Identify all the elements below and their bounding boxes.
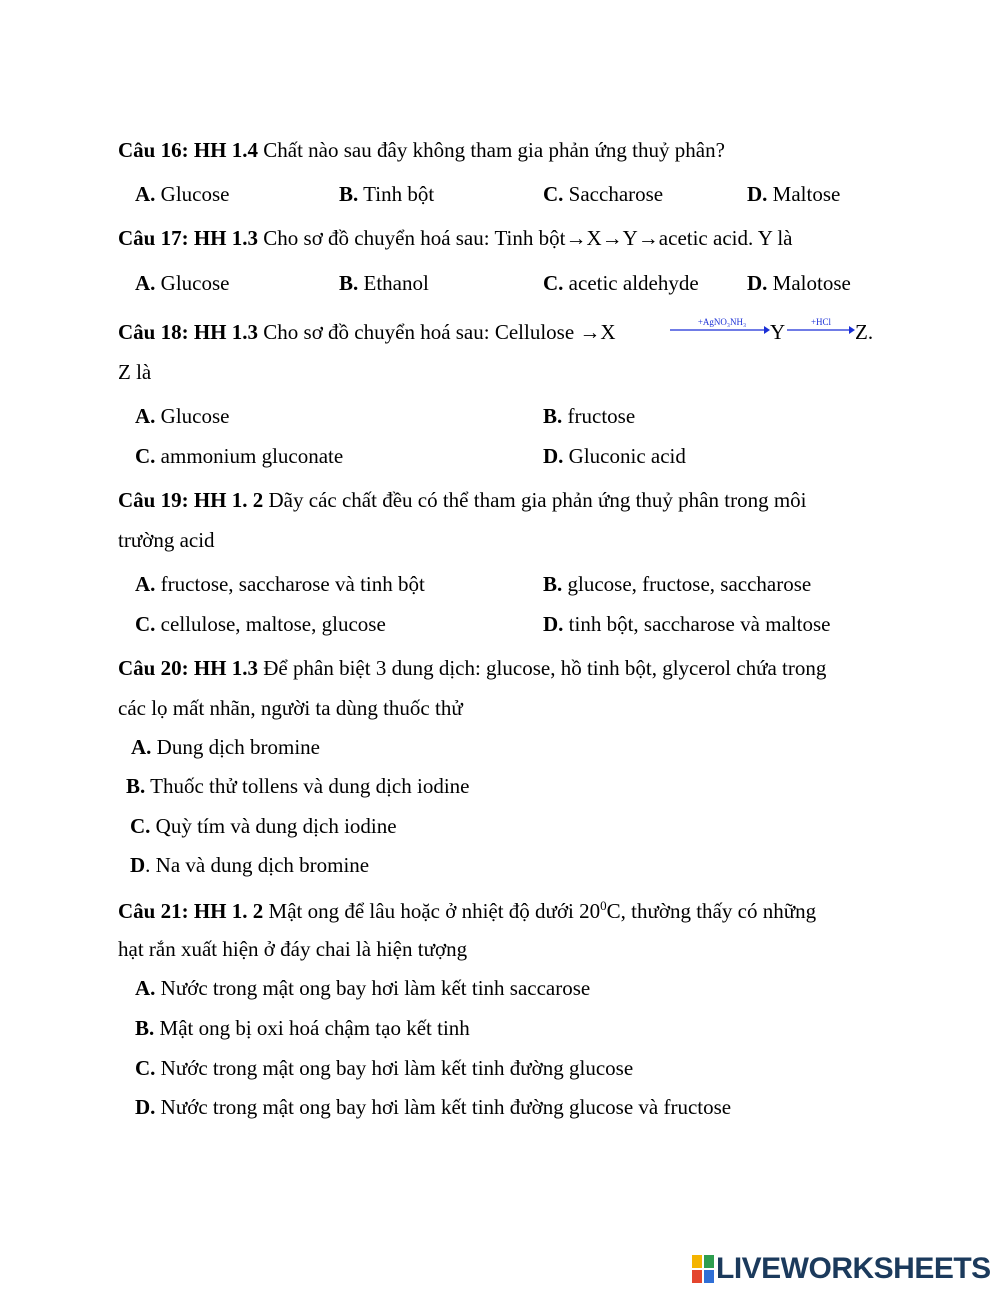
liveworksheets-logo bbox=[692, 1252, 991, 1286]
question-20-label: Câu 20: HH 1.3 bbox=[118, 656, 259, 680]
question-18-z: Z. bbox=[855, 320, 874, 344]
question-18 bbox=[118, 320, 616, 345]
question-20-text: Để phân biệt 3 dung dịch: glucose, hồ tinh bột, glycerol chứa trong bbox=[263, 656, 827, 680]
question-20-cont: các lọ mất nhãn, người ta dùng thuốc thử bbox=[118, 696, 463, 720]
reaction-arrow-1-label: +AgNO₃NH₃ bbox=[697, 317, 747, 327]
q17-option-a[interactable]: A. Glucose bbox=[135, 271, 230, 295]
question-21 bbox=[118, 898, 816, 924]
question-17 bbox=[118, 226, 793, 251]
question-21-text-before: Mật ong để lâu hoặc ở nhiệt độ dưới 20 bbox=[268, 899, 601, 923]
question-17-label: Câu 17: HH 1.3 bbox=[118, 226, 259, 250]
reaction-arrow-1-graphic bbox=[670, 316, 770, 340]
question-18-y: Y bbox=[770, 320, 786, 344]
q18-option-d[interactable]: D. Gluconic acid bbox=[543, 444, 686, 468]
q20-option-d[interactable]: D. Na và dung dịch bromine bbox=[130, 853, 370, 877]
q16-option-b[interactable]: B. Tinh bột bbox=[339, 182, 435, 206]
question-21-cont: hạt rắn xuất hiện ở đáy chai là hiện tượng bbox=[118, 937, 468, 961]
question-21-text-after: C, thường thấy có những bbox=[606, 899, 817, 923]
q21-option-a[interactable]: A. Nước trong mật ong bay hơi làm kết tinh saccarose bbox=[135, 976, 591, 1000]
q16-option-d[interactable]: D. Maltose bbox=[747, 182, 841, 206]
q19-option-a[interactable]: A. fructose, saccharose và tinh bột bbox=[135, 572, 425, 596]
q18-option-b[interactable]: B. fructose bbox=[543, 404, 636, 428]
liveworksheets-logo-text: LIVEWORKSHEETS bbox=[716, 1252, 991, 1285]
q21-option-b[interactable]: B. Mật ong bị oxi hoá chậm tạo kết tinh bbox=[135, 1016, 470, 1040]
q21-option-d[interactable]: D. Nước trong mật ong bay hơi làm kết tinh đường glucose và fructose bbox=[135, 1095, 732, 1119]
q17-option-c[interactable]: C. acetic aldehyde bbox=[543, 271, 699, 295]
q19-option-d[interactable]: D. tinh bột, saccharose và maltose bbox=[543, 612, 831, 636]
q20-option-a[interactable]: A. Dung dịch bromine bbox=[131, 735, 320, 759]
reaction-arrow-2 bbox=[787, 316, 855, 340]
q16-option-a[interactable]: A. Glucose bbox=[135, 182, 230, 206]
liveworksheets-logo-icon bbox=[692, 1255, 714, 1283]
q18-option-a[interactable]: A. Glucose bbox=[135, 404, 230, 428]
q17-option-b[interactable]: B. Ethanol bbox=[339, 271, 429, 295]
q18-option-c[interactable]: C. ammonium gluconate bbox=[135, 444, 344, 468]
question-18-text: Cho sơ đồ chuyển hoá sau: Cellulose →X bbox=[263, 320, 616, 344]
question-21-label: Câu 21: HH 1. 2 bbox=[118, 899, 264, 923]
q21-option-c[interactable]: C. Nước trong mật ong bay hơi làm kết tinh đường glucose bbox=[135, 1056, 634, 1080]
question-16 bbox=[118, 138, 725, 163]
question-17-text: Cho sơ đồ chuyển hoá sau: Tinh bột→X→Y→acetic acid. Y là bbox=[263, 226, 793, 250]
q16-option-c[interactable]: C. Saccharose bbox=[543, 182, 664, 206]
reaction-arrow-2-label: +HCl bbox=[810, 317, 832, 327]
q20-option-c[interactable]: C. Quỳ tím và dung dịch iodine bbox=[130, 814, 397, 838]
question-19-cont: trường acid bbox=[118, 528, 215, 552]
question-19-text: Dãy các chất đều có thể tham gia phản ứng thuỷ phân trong môi bbox=[268, 488, 807, 512]
q19-option-b[interactable]: B. glucose, fructose, saccharose bbox=[543, 572, 812, 596]
question-16-label: Câu 16: HH 1.4 bbox=[118, 138, 259, 162]
q19-option-c[interactable]: C. cellulose, maltose, glucose bbox=[135, 612, 386, 636]
reaction-arrow-1 bbox=[670, 316, 770, 340]
question-20 bbox=[118, 656, 826, 681]
reaction-arrow-2-graphic bbox=[787, 316, 855, 340]
question-19-label: Câu 19: HH 1. 2 bbox=[118, 488, 264, 512]
q20-option-b[interactable]: B. Thuốc thử tollens và dung dịch iodine bbox=[126, 774, 470, 798]
question-19 bbox=[118, 488, 807, 513]
question-18-label: Câu 18: HH 1.3 bbox=[118, 320, 259, 344]
question-16-text: Chất nào sau đây không tham gia phản ứng thuỷ phân? bbox=[263, 138, 725, 162]
question-18-cont: Z là bbox=[118, 360, 152, 384]
question-21-sup: 0 bbox=[600, 898, 607, 913]
q17-option-d[interactable]: D. Malotose bbox=[747, 271, 851, 295]
